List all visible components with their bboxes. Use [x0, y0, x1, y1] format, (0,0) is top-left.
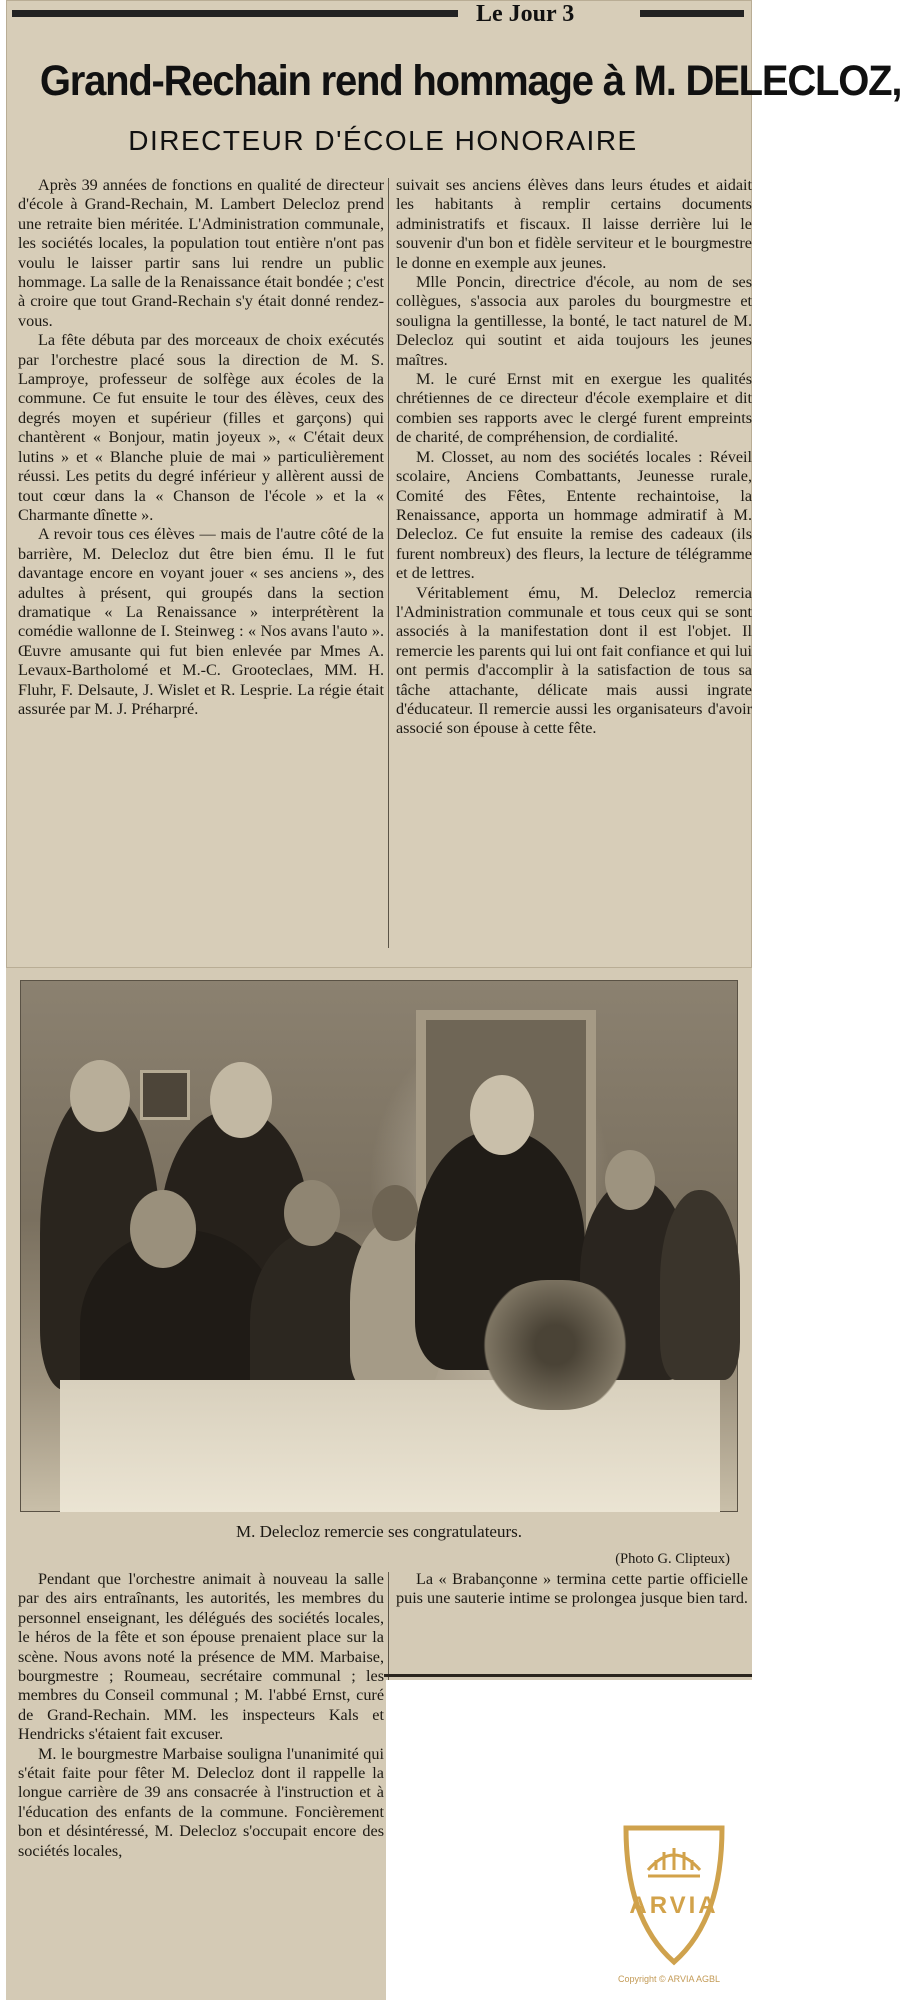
paragraph: Mlle Poncin, directrice d'école, au nom de ses collègues, s'associa aux paroles du bourgmestre et souligna la gentillesse, la bonté, le tact naturel de M. Delecloz qui soutint et aida toujours les jeunes maîtres. — [396, 273, 752, 369]
photo-person-head — [210, 1062, 272, 1138]
article-column-1 — [18, 176, 384, 719]
article-photo — [20, 980, 738, 1512]
photo-person-head — [70, 1060, 130, 1132]
end-rule — [384, 1674, 752, 1677]
article-subheadline: DIRECTEUR D'ÉCOLE HONORAIRE — [128, 125, 638, 156]
paragraph: M. le bourgmestre Marbaise souligna l'unanimité qui s'était faite pour fêter M. Delecloz dont il rappelle la longue carrière de 39 ans consacrée à l'instruction et à l'éducation des enfants de la commune. Foncièrement bon et désintéressé, M. Delecloz s'occupait encore des sociétés locales, — [18, 1744, 384, 1860]
newspaper-header — [476, 0, 636, 28]
column-divider — [388, 178, 389, 948]
newspaper-name: Le Jour — [476, 1, 557, 27]
photo-person-head — [372, 1185, 418, 1241]
page-number: 3 — [562, 1, 575, 27]
photo-person — [660, 1190, 740, 1380]
header-rule-left — [12, 10, 458, 17]
paragraph: M. Closset, au nom des sociétés locales : Réveil scolaire, Anciens Combattants, Jeunesse rurale, Comité des Fêtes, Entente rechaintoise, la Renaissance, apporta un hommage admiratif à M. Delecloz. Ce fut ensuite la remise des cadeaux (ils furent nombreux) des fleurs, la lecture de télégramme et de lettres. — [396, 447, 752, 583]
photo-credit: (Photo G. Clipteux) — [615, 1551, 730, 1567]
photo-wall-clock — [140, 1070, 190, 1120]
photo-flowers — [480, 1280, 630, 1410]
paragraph: M. le curé Ernst mit en exergue les qualités chrétiennes de ce directeur d'école exemplaire et dit combien ses rapports avec le clergé furent empreints de charité, de compréhension, de cordialité. — [396, 370, 752, 447]
paragraph: suivait ses anciens élèves dans leurs études et aidait les habitants à remplir certains documents administratifs et fiscaux. Il laisse derrière lui le souvenir d'un bon et fidèle serviteur et le bourgmestre le donne en exemple aux jeunes. — [396, 176, 752, 272]
arvia-logo — [618, 1820, 730, 1970]
photo-table — [60, 1380, 720, 1512]
paragraph: Pendant que l'orchestre animait à nouveau la salle par des airs entraînants, les autorités, les membres du personnel enseignant, les délégués des sociétés locales, le héros de la fête et son épouse prenaient place sur la scène. Nous avons noté la présence de MM. Marbaise, bourgmestre ; Roumeau, secrétaire communal ; les membres du Conseil communal ; M. l'abbé Ernst, curé de Grand-Rechain. MM. les inspecteurs Kals et Hendricks s'étaient fait excuser. — [18, 1570, 384, 1744]
article-column-4 — [396, 1570, 748, 1609]
photo-person-head — [130, 1190, 196, 1268]
photo-person-head — [284, 1180, 340, 1246]
paragraph: La fête débuta par des morceaux de choix exécutés par l'orchestre placé sous la direction de M. S. Lamproye, professeur de solfège aux écoles de la commune. Ce fut ensuite le tour des élèves, ceux des degrés moyen et supérieur (filles et garçons) qui chantèrent « Bonjour, matin joyeux », « C'était deux lutins » et « Blanche pluie de mai » particulièrement réussi. Les petits du degré inférieur y allèrent aussi de tout cœur dans la « Chanson de l'école » et la « Charmante dînette ». — [18, 331, 384, 524]
copyright-notice: Copyright © ARVIA AGBL — [618, 1974, 721, 1984]
article-column-3 — [18, 1570, 384, 1861]
paragraph: Véritablement ému, M. Delecloz remercia l'Administration communale et tous ceux qui se sont associés à la manifestation dont il est l'objet. Il remercie les parents qui lui ont fait confiance et qui lui ont permis d'accomplir à la satisfaction de tous sa tâche attachante, délicate mais aussi ingrate d'éducateur. Il remercie aussi les organisateurs d'avoir associé son épouse à cette fête. — [396, 583, 752, 738]
photo-person-head — [605, 1150, 655, 1210]
logo-brand: ARVIA — [629, 1892, 719, 1919]
photo-person-head — [470, 1075, 534, 1155]
photo-caption: M. Delecloz remercie ses congratulateurs. — [235, 1522, 523, 1541]
article-column-2 — [396, 176, 752, 739]
article-headline: Grand-Rechain rend hommage à M. DELECLOZ, — [39, 57, 901, 105]
paragraph: La « Brabançonne » termina cette partie officielle puis une sauterie intime se prolongea jusque bien tard. — [396, 1570, 748, 1608]
header-rule-right — [640, 10, 744, 17]
paragraph: Après 39 années de fonctions en qualité de directeur d'école à Grand-Rechain, M. Lambert Delecloz prend une retraite bien méritée. L'Administration communale, les sociétés locales, la population tout entière n'ont pas voulu le laisser partir sans lui rendre un public hommage. La salle de la Renaissance était bondée ; c'est à croire que tout Grand-Rechain s'y était donné rendez-vous. — [18, 176, 384, 330]
paragraph: A revoir tous ces élèves — mais de l'autre côté de la barrière, M. Delecloz dut être bien ému. Il le fut davantage encore en voyant jouer « ses anciens », des adultes à présent, qui groupés dans la section dramatique « La Renaissance » interprétèrent la comédie wallonne de I. Steinweg : « Nos avans l'auto ». Œuvre amusante qui fut bien enlevée par Mmes A. Levaux-Bartholomé et M.-C. Grooteclaes, MM. H. Fluhr, F. Delsaute, J. Wislet et R. Lesprie. La régie était assurée par M. J. Préharpré. — [18, 525, 384, 718]
